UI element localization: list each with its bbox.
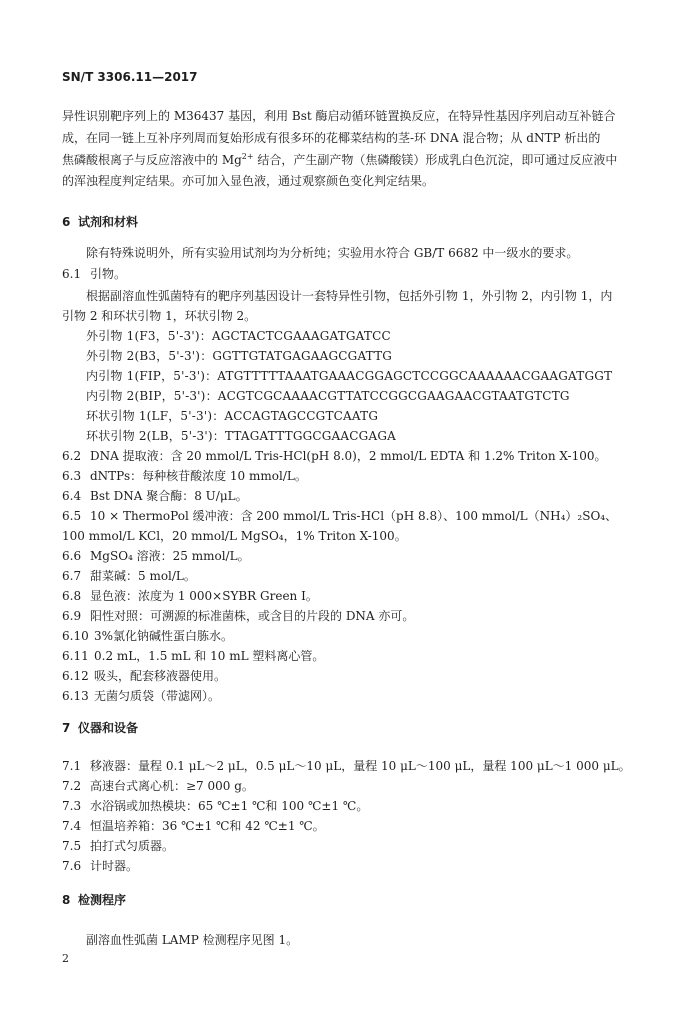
item-6-11-number: 6.11 — [62, 649, 89, 663]
item-6-2-text: DNA 提取液：含 20 mmol/L Tris-HCl(pH 8.0)，2 mmol/L EDTA 和 1.2% Triton X-100。 — [90, 449, 607, 463]
item-6-7-number: 6.7 — [62, 569, 82, 583]
item-6-2-number: 6.2 — [62, 449, 82, 463]
item-6-5-text: 10 × ThermoPol 缓冲液：含 200 mmol/L Tris-HCl（pH 8.8）、100 mmol/L（NH₄）₂SO₄、 — [90, 509, 618, 523]
item-6-8-number: 6.8 — [62, 589, 82, 603]
item-6-4-text: Bst DNA 聚合酶：8 U/μL。 — [90, 489, 248, 503]
section-8-number: 8 — [62, 893, 71, 907]
item-6-8-text: 显色液：浓度为 1 000×SYBR Green I。 — [90, 589, 318, 603]
section-8-title: 检测程序 — [78, 893, 127, 907]
item-6-7-text: 甜菜碱：5 mol/L。 — [90, 569, 196, 583]
section-7-title: 仪器和设备 — [78, 721, 139, 735]
item-7-5-number: 7.5 — [62, 839, 82, 853]
intro-line-2: 成，在同一链上互补序列周而复始形成有很多环的花椰菜结构的茎-环 DNA 混合物；从 dNTP 析出的 — [62, 131, 601, 145]
primer-f3: 外引物 1(F3，5'-3')：AGCTACTCGAAAGATGATCC — [86, 329, 391, 343]
item-7-4-text: 恒温培养箱：36 ℃±1 ℃和 42 ℃±1 ℃。 — [90, 819, 325, 833]
primer-bip: 内引物 2(BIP，5'-3')：ACGTCGCAAAACGTTATCCGGCGAAGAACGTAATGTCTG — [86, 389, 570, 403]
section-6-number: 6 — [62, 215, 71, 229]
item-6-1-desc-2: 引物 2 和环状引物 1，环状引物 2。 — [62, 309, 257, 323]
item-6-5-continuation: 100 mmol/L KCl，20 mmol/L MgSO₄，1% Triton X-100。 — [62, 529, 407, 543]
item-6-10-number: 6.10 — [62, 629, 89, 643]
mg-superscript: 2+ — [241, 152, 254, 161]
item-7-4-number: 7.4 — [62, 819, 82, 833]
item-6-1-number: 6.1 — [62, 267, 82, 281]
item-6-4-number: 6.4 — [62, 489, 82, 503]
intro-line-3-rest: 结合，产生副产物（焦磷酸镁）形成乳白色沉淀，即可通过反应液中 — [253, 153, 618, 167]
item-7-6-number: 7.6 — [62, 859, 82, 873]
section-7-number: 7 — [62, 721, 71, 735]
section-6-intro: 除有特殊说明外，所有实验用试剂均为分析纯；实验用水符合 GB/T 6682 中一级水的要求。 — [86, 246, 579, 260]
item-6-9-text: 阳性对照：可溯源的标准菌株，或含目的片段的 DNA 亦可。 — [90, 609, 415, 623]
item-6-3-text: dNTPs：每种核苷酸浓度 10 mmol/L。 — [90, 469, 307, 483]
item-6-13-number: 6.13 — [62, 689, 89, 703]
page-number: 2 — [62, 952, 69, 965]
item-7-2-number: 7.2 — [62, 779, 82, 793]
item-7-6-text: 计时器。 — [90, 859, 139, 873]
item-7-1-text: 移液器：量程 0.1 μL～2 μL，0.5 μL～10 μL，量程 10 μL～100 μL，量程 100 μL～1 000 μL。 — [90, 759, 631, 773]
primer-lf: 环状引物 1(LF，5'-3')：ACCAGTAGCCGTCAATG — [86, 409, 379, 423]
item-6-13-text: 无菌匀质袋（带滤网）。 — [94, 689, 221, 703]
intro-line-3 — [62, 152, 617, 168]
item-6-1-desc-1: 根据副溶血性弧菌特有的靶序列基因设计一套特异性引物，包括外引物 1，外引物 2，内引物 1，内 — [86, 289, 613, 303]
item-7-2-text: 高速台式离心机：≥7 000 g。 — [90, 779, 254, 793]
item-6-5-number: 6.5 — [62, 509, 82, 523]
primer-fip: 内引物 1(FIP，5'-3')：ATGTTTTTAAATGAAACGGAGCTCCGGCAAAAAACGAAGATGGT — [86, 369, 613, 383]
item-6-1-text: 引物。 — [90, 267, 127, 281]
doc-header-id: SN/T 3306.11—2017 — [62, 70, 198, 84]
intro-line-1: 异性识别靶序列上的 M36437 基因，利用 Bst 酶启动循环链置换反应，在特异性基因序列启动互补链合 — [62, 109, 616, 123]
item-6-12-text: 吸头，配套移液器使用。 — [94, 669, 227, 683]
item-6-12-number: 6.12 — [62, 669, 89, 683]
item-6-6-number: 6.6 — [62, 549, 82, 563]
item-7-3-text: 水浴锅或加热模块：65 ℃±1 ℃和 100 ℃±1 ℃。 — [90, 799, 369, 813]
item-7-3-number: 7.3 — [62, 799, 82, 813]
section-8-text: 副溶血性弧菌 LAMP 检测程序见图 1。 — [86, 933, 299, 947]
intro-line-4: 的浑浊程度判定结果。亦可加入显色液，通过观察颜色变化判定结果。 — [62, 174, 435, 188]
section-6-title: 试剂和材料 — [78, 215, 139, 229]
item-6-9-number: 6.9 — [62, 609, 82, 623]
item-7-5-text: 拍打式匀质器。 — [90, 839, 175, 853]
primer-lb: 环状引物 2(LB，5'-3')：TTAGATTTGGCGAACGAGA — [86, 429, 396, 443]
item-6-6-text: MgSO₄ 溶液：25 mmol/L。 — [90, 549, 250, 563]
primer-b3: 外引物 2(B3，5'-3')：GGTTGTATGAGAAGCGATTG — [86, 349, 393, 363]
item-6-11-text: 0.2 mL，1.5 mL 和 10 mL 塑料离心管。 — [94, 649, 325, 663]
item-7-1-number: 7.1 — [62, 759, 82, 773]
intro-line-3-start: 焦磷酸根离子与反应溶液中的 Mg — [62, 153, 242, 167]
item-6-3-number: 6.3 — [62, 469, 82, 483]
item-6-10-text: 3%氯化钠碱性蛋白胨水。 — [94, 629, 234, 643]
